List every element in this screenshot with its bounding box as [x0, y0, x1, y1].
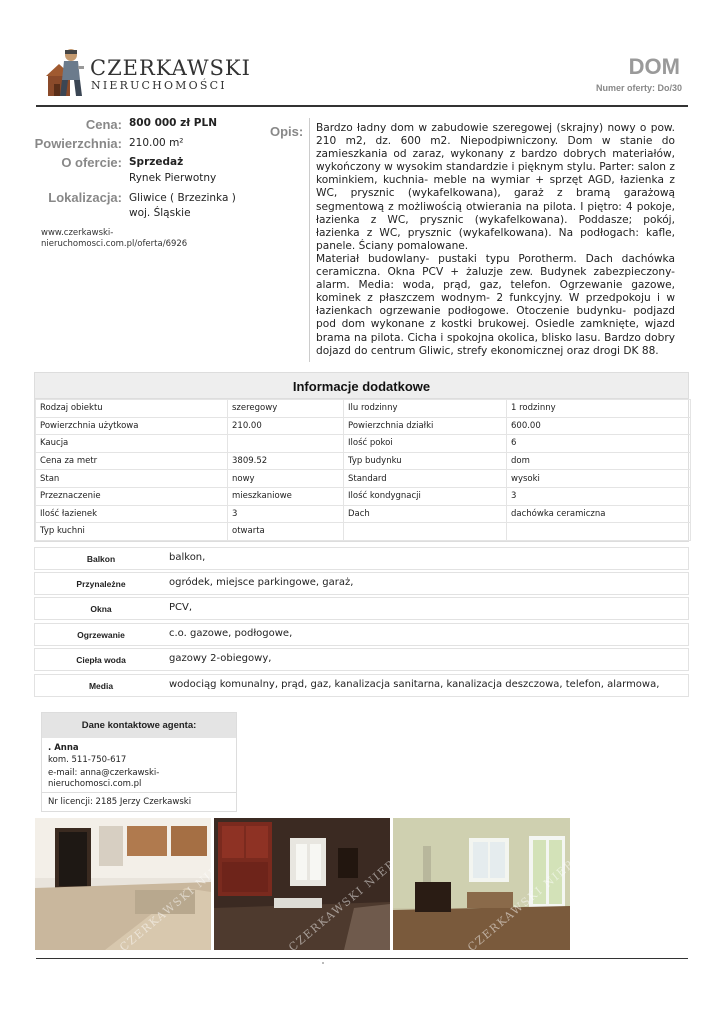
- attribute-value: dom: [507, 452, 691, 470]
- attribute-value: 3: [507, 487, 691, 505]
- additional-info-title: Informacje dodatkowe: [35, 373, 688, 399]
- agent-contact-title: Dane kontaktowe agenta:: [42, 713, 236, 738]
- feature-label: Okna: [90, 604, 112, 614]
- area-value: 210.00 m²: [129, 137, 184, 149]
- attribute-name: Powierzchnia użytkowa: [36, 417, 228, 435]
- interior-photo-hallway: [35, 818, 211, 950]
- attribute-name: Ilość pokoi: [344, 435, 507, 453]
- property-photo[interactable]: [35, 818, 211, 950]
- attribute-value: otwarta: [228, 523, 344, 541]
- logo-figure-icon: [44, 46, 86, 98]
- attribute-value: 600.00: [507, 417, 691, 435]
- offer-label: O ofercie:: [61, 155, 122, 170]
- feature-row: [34, 597, 689, 620]
- attribute-value: [507, 523, 691, 541]
- property-type-title: DOM: [628, 54, 680, 79]
- table-row: [36, 417, 691, 435]
- offer-url-link[interactable]: www.czerkawski-nieruchomosci.com.pl/oferta/6926: [41, 228, 188, 249]
- property-photo[interactable]: [214, 818, 390, 950]
- table-row: [36, 523, 691, 541]
- feature-row: [34, 623, 689, 646]
- brand-name: CZERKAWSKI: [90, 56, 251, 80]
- attribute-name: Ilu rodzinny: [344, 400, 507, 418]
- feature-label: Media: [88, 681, 114, 691]
- area-label: Powierzchnia:: [34, 136, 122, 151]
- header-divider: [36, 105, 688, 107]
- agent-name: . Anna: [48, 743, 79, 753]
- description-paragraph: Materiał budowlany- pustaki typu Porotherm. Dach dachówka ceramiczna. Okna PCV + żaluzje zew. Budynek zabezpieczony- alarm. Media: woda, prąd, gaz, telefon. Ogrzewanie gazowe, kominek z płaszczem wodnym- 2 funkcyjny. W przedpokoju i w łazienkach ogrzewanie podłogowe. Otoczenie budynku- podjazd pod dom wykonane z kostki brukowej. Osiedle zamknięte, wjazd brama na pilota. Cicha i spokojna okolica, blisko lasu. Bardzo dobry dojazd do centrum Gliwic, strefy ekonomicznej oraz drogi DK 88.: [316, 252, 675, 357]
- table-row: [36, 452, 691, 470]
- description-text: [316, 122, 675, 358]
- table-row: [36, 435, 691, 453]
- table-row: [36, 470, 691, 488]
- additional-info-section: [34, 372, 689, 542]
- attribute-name: Dach: [344, 505, 507, 523]
- company-logo[interactable]: [44, 46, 251, 100]
- location-city: Gliwice ( Brzezinka ): [129, 192, 236, 204]
- attribute-name: Typ kuchni: [36, 523, 228, 541]
- attribute-value: szeregowy: [228, 400, 344, 418]
- attribute-value: mieszkaniowe: [228, 487, 344, 505]
- attribute-name: Powierzchnia działki: [344, 417, 507, 435]
- feature-value: gazowy 2-obiegowy,: [169, 653, 272, 664]
- attribute-name: Cena za metr: [36, 452, 228, 470]
- property-photo[interactable]: [393, 818, 570, 950]
- description-paragraph: Bardzo ładny dom w zabudowie szeregowej (skrajny) nowy o pow. 210 m2, dz. 600 m2. Niepodpiwniczony. Dom w stanie do zamieszkania od zaraz, wykonany z bardzo dobrych materiałów, wykończony w wysokim standardzie i pięknym stylu. Parter: salon z kominkiem, kuchnia- meble na wymiar + sprzęt AGD, łazienka z WC, prysznic (wykafelkowana), garaż z bramą garażową segmentową z możliwością otwierania na pilota. I piętro: 4 pokoje, łazienka z WC, prysznic (wykafelkowana). Poddasze; pokój, łazienka z WC, prysznic (wykafelkowana). Na podłogach: kafle, panele. Ściany pomalowane.: [316, 122, 675, 252]
- feature-row: [34, 674, 689, 697]
- agent-divider: [42, 792, 236, 793]
- attribute-name: Standard: [344, 470, 507, 488]
- description-label: Opis:: [270, 124, 304, 139]
- feature-value: PCV,: [169, 602, 193, 613]
- table-row: [36, 400, 691, 418]
- feature-value: balkon,: [169, 552, 206, 563]
- offer-number: Numer oferty: Do/30: [595, 83, 682, 93]
- offer-type-value: Sprzedaż: [129, 156, 184, 168]
- agent-email[interactable]: e-mail: anna@czerkawski-nieruchomosci.com.pl: [48, 768, 160, 789]
- location-label: Lokalizacja:: [48, 190, 122, 205]
- footer-marker: [322, 962, 324, 964]
- agent-contact-box: [41, 712, 237, 812]
- attribute-value: 6: [507, 435, 691, 453]
- attribute-name: Przeznaczenie: [36, 487, 228, 505]
- feature-value: ogródek, miejsce parkingowe, garaż,: [169, 577, 354, 588]
- feature-row: [34, 572, 689, 595]
- feature-value: wodociąg komunalny, prąd, gaz, kanalizacja sanitarna, kanalizacja deszczowa, telefon, alarmowa,: [169, 679, 660, 690]
- price-value: 800 000 zł PLN: [129, 117, 217, 129]
- attribute-value: nowy: [228, 470, 344, 488]
- attribute-value: 1 rodzinny: [507, 400, 691, 418]
- feature-label: Przynależne: [76, 579, 126, 589]
- feature-row: [34, 547, 689, 570]
- table-row: [36, 487, 691, 505]
- attribute-name: Stan: [36, 470, 228, 488]
- description-divider: [309, 118, 310, 362]
- feature-label: Balkon: [86, 554, 116, 564]
- agent-phone[interactable]: kom. 511-750-617: [48, 755, 127, 765]
- attribute-name: Kaucja: [36, 435, 228, 453]
- attributes-table: [35, 399, 691, 541]
- agent-license: Nr licencji: 2185 Jerzy Czerkawski: [48, 797, 192, 807]
- price-label: Cena:: [85, 117, 122, 132]
- attribute-name: Rodzaj obiektu: [36, 400, 228, 418]
- attribute-name: Typ budynku: [344, 452, 507, 470]
- footer-divider: [36, 958, 688, 959]
- attribute-value: [228, 435, 344, 453]
- attribute-name: [344, 523, 507, 541]
- attribute-value: 3809.52: [228, 452, 344, 470]
- feature-row: [34, 648, 689, 671]
- attribute-value: wysoki: [507, 470, 691, 488]
- feature-value: c.o. gazowe, podłogowe,: [169, 628, 293, 639]
- offer-market-value: Rynek Pierwotny: [129, 172, 217, 184]
- table-row: [36, 505, 691, 523]
- feature-label: Ciepła woda: [76, 655, 126, 665]
- feature-label: Ogrzewanie: [77, 630, 125, 640]
- attribute-name: Ilość łazienek: [36, 505, 228, 523]
- attribute-value: dachówka ceramiczna: [507, 505, 691, 523]
- attribute-value: 210.00: [228, 417, 344, 435]
- attribute-name: Ilość kondygnacji: [344, 487, 507, 505]
- brand-subtitle: NIERUCHOMOŚCI: [91, 79, 227, 92]
- location-region: woj. Śląskie: [129, 207, 191, 219]
- attribute-value: 3: [228, 505, 344, 523]
